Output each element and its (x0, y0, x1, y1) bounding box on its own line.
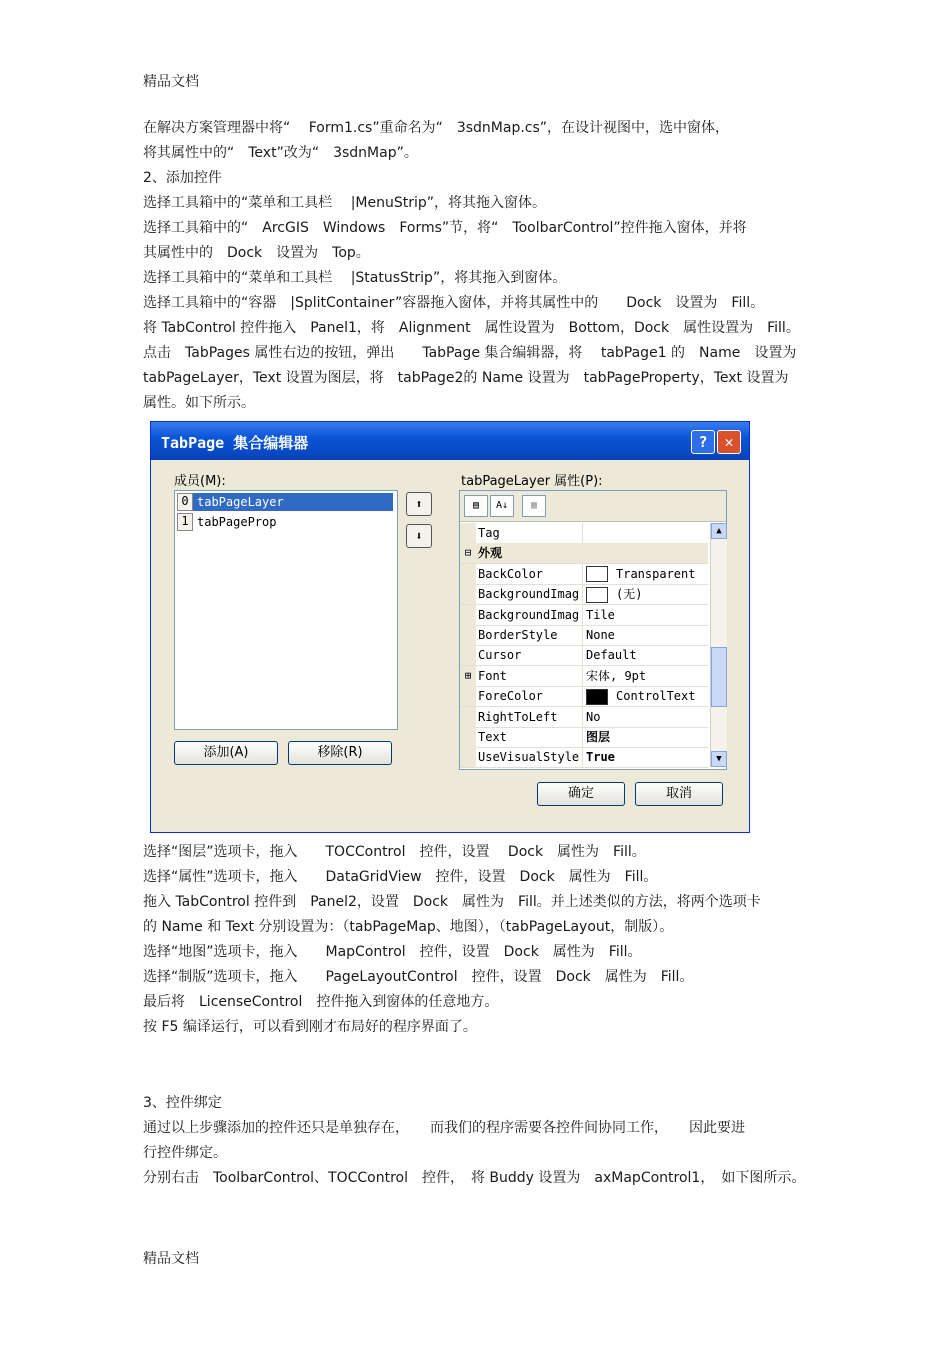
scroll-thumb[interactable] (711, 647, 727, 707)
text-line: 选择“地图”选项卡，拖入 MapControl 控件，设置 Dock 属性为 Fill。 (143, 944, 642, 960)
property-value[interactable] (586, 605, 706, 625)
text-line: 在解决方案管理器中将“ Form1.cs”重命名为“ 3sdnMap.cs”，在设计视图中，选中窗体， (143, 120, 730, 136)
text-line: 行控件绑定。 (143, 1145, 227, 1161)
property-value[interactable] (586, 523, 706, 543)
text-line: 选择工具箱中的“容器 |SplitContainer”容器拖入窗体，并将其属性中的 Dock 设置为 Fill。 (143, 295, 765, 311)
property-grid-toolbar (460, 491, 726, 522)
text-line: 将 TabControl 控件拖入 Panel1，将 Alignment 属性设置为 Bottom，Dock 属性设置为 Fill。 (143, 320, 800, 336)
cancel-button[interactable]: 取消 (635, 782, 723, 806)
property-value-text: ControlText (616, 689, 696, 704)
move-up-button[interactable] (406, 492, 432, 516)
property-value-text: Default (586, 648, 637, 663)
paragraph-section-3 (143, 1091, 806, 1191)
member-name: tabPageLayer (193, 493, 393, 511)
scroll-up-icon[interactable]: ▲ (711, 523, 727, 539)
row-gutter (460, 625, 476, 645)
text-line: 最后将 LicenseControl 控件拖入到窗体的任意地方。 (143, 994, 499, 1010)
property-row[interactable] (460, 564, 708, 585)
text-line: 分别右击 ToolbarControl、TOCControl 控件， 将 Buddy 设置为 axMapControl1， 如下图所示。 (143, 1170, 806, 1186)
property-row[interactable] (460, 747, 708, 768)
page-footer: 精品文档 (143, 1251, 199, 1267)
property-row[interactable] (460, 727, 708, 748)
color-swatch (586, 566, 608, 582)
members-list[interactable] (174, 490, 398, 730)
text-line: 选择“制版”选项卡，拖入 PageLayoutControl 控件，设置 Dock 属性为 Fill。 (143, 969, 694, 985)
text-line: 通过以上步骤添加的控件还只是单独存在， 而我们的程序需要各控件间协同工作， 因此要进 (143, 1120, 745, 1136)
scroll-down-icon[interactable]: ▼ (711, 751, 727, 767)
row-gutter (460, 645, 476, 665)
property-value-text: No (586, 709, 601, 724)
property-name: RightToLeft (478, 707, 583, 727)
property-value-text: (无) (616, 587, 643, 602)
text-line: tabPageLayer，Text 设置为图层，将 tabPage2的 Name 设置为 tabPageProperty，Text 设置为 (143, 370, 789, 386)
property-value[interactable] (586, 666, 706, 686)
property-scrollbar[interactable] (710, 523, 727, 767)
collapse-icon[interactable]: ⊟ (460, 543, 476, 563)
property-value[interactable] (586, 707, 706, 727)
text-line: 2、添加控件 (143, 170, 222, 186)
property-value-text: 宋体, 9pt (586, 668, 647, 683)
property-value[interactable] (586, 625, 706, 645)
property-value[interactable] (586, 727, 706, 747)
row-gutter (460, 747, 476, 767)
property-row[interactable] (460, 523, 708, 544)
property-name: Text (478, 727, 583, 747)
property-value-text: None (586, 628, 615, 642)
row-gutter (460, 584, 476, 604)
text-line: 将其属性中的“ Text”改为“ 3sdnMap”。 (143, 145, 418, 161)
property-name: BackColor (478, 564, 583, 584)
properties-label: tabPageLayer 属性(P): (461, 474, 603, 489)
property-name: Tag (478, 523, 583, 543)
text-line: 拖入 TabControl 控件到 Panel2，设置 Dock 属性为 Fill。并上述类似的方法，将两个选项卡 (143, 894, 761, 910)
arrow-up-icon: ⬆ (415, 497, 423, 511)
dialog-title-bar[interactable] (151, 422, 749, 460)
move-down-button[interactable] (406, 524, 432, 548)
text-line: 选择“图层”选项卡，拖入 TOCControl 控件，设置 Dock 属性为 Fill。 (143, 844, 646, 860)
property-name: ForeColor (478, 686, 583, 706)
paragraph-after (143, 840, 803, 1040)
text-line: 其属性中的 Dock 设置为 Top。 (143, 245, 370, 261)
list-item[interactable] (177, 493, 395, 511)
property-value[interactable] (586, 645, 706, 665)
property-value-text: True (586, 750, 615, 765)
categorized-icon[interactable]: ▤ (464, 495, 488, 517)
property-value-text: 图层 (586, 730, 611, 744)
text-line: 选择工具箱中的“ ArcGIS Windows Forms”节，将“ ToolbarControl”控件拖入窗体，并将 (143, 220, 747, 236)
property-value-text: Transparent (616, 566, 696, 581)
property-value-text: Tile (586, 607, 615, 622)
row-gutter (460, 564, 476, 584)
property-name: UseVisualStyle (478, 747, 583, 767)
color-swatch (586, 689, 608, 705)
property-row[interactable] (460, 584, 708, 605)
property-row[interactable] (460, 707, 708, 728)
ok-button[interactable]: 确定 (537, 782, 625, 806)
text-line: 选择工具箱中的“菜单和工具栏 |StatusStrip”，将其拖入到窗体。 (143, 270, 567, 286)
tabpage-collection-editor-dialog (150, 421, 750, 833)
text-line: 选择工具箱中的“菜单和工具栏 |MenuStrip”，将其拖入窗体。 (143, 195, 547, 211)
property-value[interactable] (586, 584, 706, 604)
property-row[interactable] (460, 645, 708, 666)
row-gutter (460, 686, 476, 706)
close-icon[interactable]: ✕ (717, 430, 741, 454)
text-line: 选择“属性”选项卡，拖入 DataGridView 控件，设置 Dock 属性为 Fill。 (143, 869, 658, 885)
property-value[interactable] (586, 564, 706, 584)
text-line: 点击 TabPages 属性右边的按钮，弹出 TabPage 集合编辑器，将 tabPage1 的 Name 设置为 (143, 345, 797, 361)
text-line: 属性。如下所示。 (143, 395, 255, 411)
property-value[interactable] (586, 747, 706, 767)
member-name: tabPageProp (197, 515, 277, 529)
property-grid (459, 490, 727, 770)
text-line: 的 Name 和 Text 分别设置为：（tabPageMap、地图），（tabPageLayout，制版）。 (143, 919, 674, 935)
property-row[interactable] (460, 605, 708, 626)
property-name: Cursor (478, 645, 583, 665)
arrow-down-icon: ⬇ (415, 529, 423, 543)
dialog-title: TabPage 集合编辑器 (161, 434, 309, 452)
property-name: BorderStyle (478, 625, 583, 645)
help-icon[interactable]: ? (691, 430, 715, 454)
property-pages-icon[interactable]: ▦ (522, 495, 546, 517)
expand-icon[interactable]: ⊞ (460, 666, 476, 686)
page-header: 精品文档 (143, 74, 199, 90)
property-row[interactable] (460, 625, 708, 646)
property-name: BackgroundImag (478, 584, 583, 604)
text-line: 按 F5 编译运行，可以看到刚才布局好的程序界面了。 (143, 1019, 477, 1035)
property-name: 外观 (478, 546, 503, 561)
property-row[interactable] (460, 666, 708, 687)
property-row[interactable] (460, 686, 708, 707)
member-index: 1 (177, 513, 193, 531)
paragraph-before (143, 116, 803, 416)
row-gutter (460, 605, 476, 625)
row-gutter (460, 707, 476, 727)
add-button[interactable]: 添加(A) (174, 741, 278, 765)
section-heading: 3、控件绑定 (143, 1095, 222, 1111)
row-gutter (460, 727, 476, 747)
property-value[interactable] (586, 686, 706, 706)
row-gutter (460, 523, 476, 543)
members-label: 成员(M): (174, 474, 226, 489)
remove-button[interactable]: 移除(R) (288, 741, 392, 765)
member-index: 0 (177, 493, 193, 511)
list-item[interactable] (177, 513, 395, 531)
color-swatch (586, 587, 608, 603)
property-name: Font (478, 666, 583, 686)
alphabetical-icon[interactable]: A↓ (490, 495, 514, 517)
property-category[interactable] (460, 543, 708, 564)
property-name: BackgroundImag (478, 605, 583, 625)
